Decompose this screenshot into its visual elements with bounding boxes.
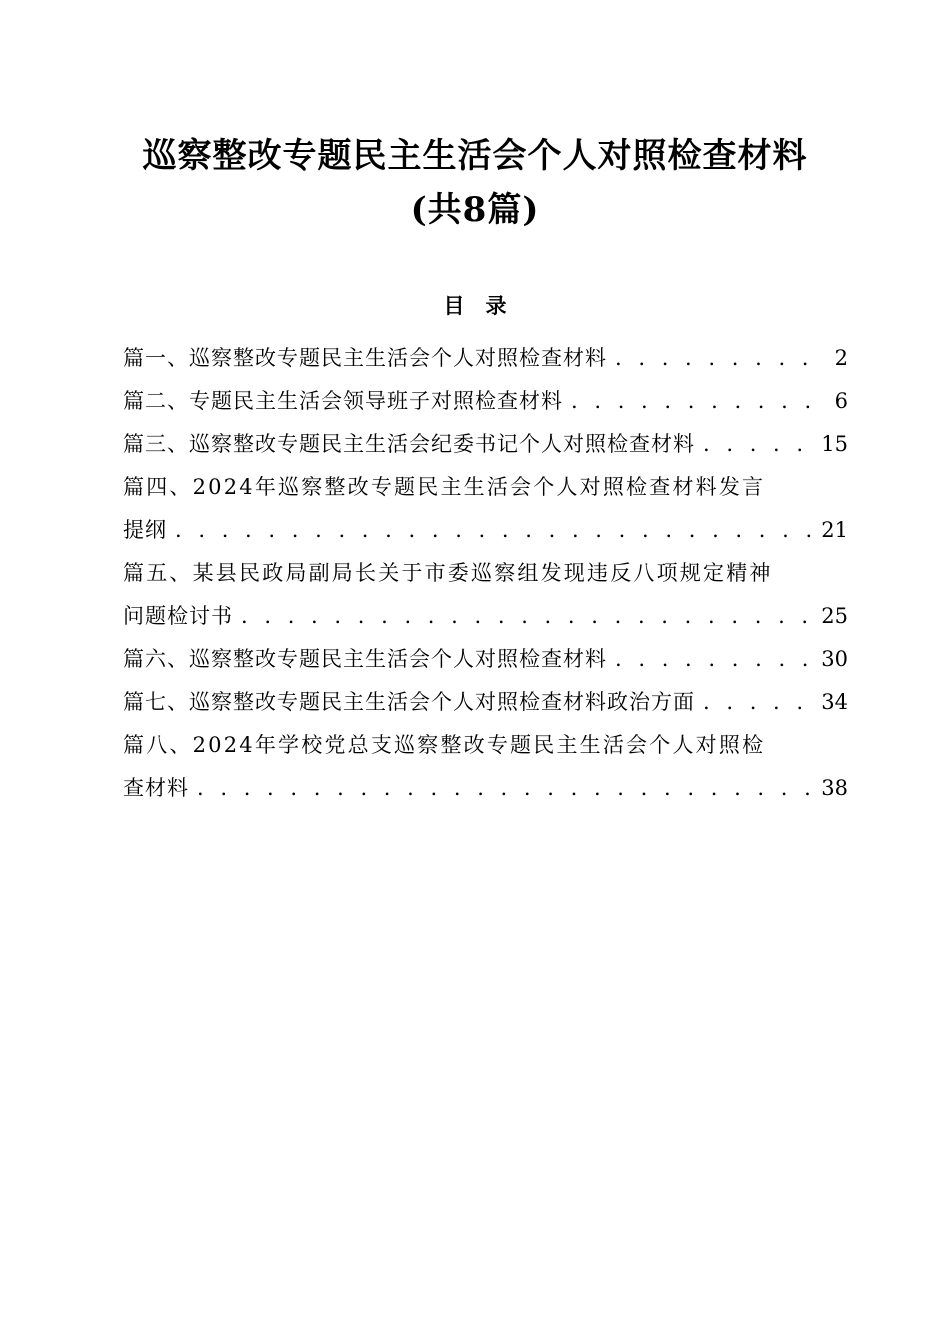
toc-leader-dots bbox=[615, 639, 813, 679]
toc-entry-title: 篇三、巡察整改专题民主生活会纪委书记个人对照检查材料 bbox=[123, 432, 695, 456]
toc-leader-dots bbox=[703, 424, 813, 464]
toc-entry-page: 30 bbox=[821, 647, 848, 671]
toc-entry-title-continued: 问题检讨书 bbox=[123, 604, 233, 628]
toc-entry-8[interactable] bbox=[123, 725, 848, 765]
toc-entry-page: 6 bbox=[834, 389, 848, 413]
toc-entry-4-continued[interactable] bbox=[123, 510, 848, 550]
toc-entry-title-continued: 提纲 bbox=[123, 518, 167, 542]
document-subtitle: (共8篇) bbox=[410, 190, 540, 230]
toc-entry-6[interactable] bbox=[123, 639, 848, 679]
toc-entry-page: 34 bbox=[821, 690, 848, 714]
toc-entry-3[interactable] bbox=[123, 424, 848, 464]
toc-entry-title: 篇五、某县民政局副局长关于市委巡察组发现违反八项规定精神 bbox=[123, 561, 773, 585]
toc-entry-title: 篇四、2024年巡察整改专题民主生活会个人对照检查材料发言 bbox=[123, 475, 766, 499]
table-of-contents bbox=[123, 338, 848, 811]
toc-leader-dots bbox=[703, 682, 813, 722]
toc-leader-dots bbox=[241, 596, 813, 636]
toc-entry-page: 38 bbox=[821, 776, 848, 800]
toc-entry-5-continued[interactable] bbox=[123, 596, 848, 636]
toc-entry-8-continued[interactable] bbox=[123, 768, 848, 808]
toc-entry-title: 篇八、2024年学校党总支巡察整改专题民主生活会个人对照检 bbox=[123, 733, 766, 757]
toc-entry-5[interactable] bbox=[123, 553, 848, 593]
toc-entry-title: 篇七、巡察整改专题民主生活会个人对照检查材料政治方面 bbox=[123, 690, 695, 714]
toc-leader-dots bbox=[175, 510, 813, 550]
toc-entry-title: 篇二、专题民主生活会领导班子对照检查材料 bbox=[123, 389, 563, 413]
toc-entry-page: 21 bbox=[821, 518, 848, 542]
document-title: 巡察整改专题民主生活会个人对照检查材料 bbox=[142, 136, 808, 176]
toc-entry-1[interactable] bbox=[123, 338, 848, 378]
toc-leader-dots bbox=[571, 381, 827, 421]
toc-entry-2[interactable] bbox=[123, 381, 848, 421]
toc-entry-title: 篇六、巡察整改专题民主生活会个人对照检查材料 bbox=[123, 647, 607, 671]
toc-entry-title: 篇一、巡察整改专题民主生活会个人对照检查材料 bbox=[123, 346, 607, 370]
toc-entry-page: 2 bbox=[834, 346, 848, 370]
toc-leader-dots bbox=[197, 768, 813, 808]
toc-entry-page: 25 bbox=[821, 604, 848, 628]
toc-leader-dots bbox=[615, 338, 827, 378]
toc-entry-page: 15 bbox=[821, 432, 848, 456]
toc-entry-title-continued: 查材料 bbox=[123, 776, 189, 800]
toc-entry-7[interactable] bbox=[123, 682, 848, 722]
toc-heading: 目 录 bbox=[443, 294, 507, 318]
toc-entry-4[interactable] bbox=[123, 467, 848, 507]
